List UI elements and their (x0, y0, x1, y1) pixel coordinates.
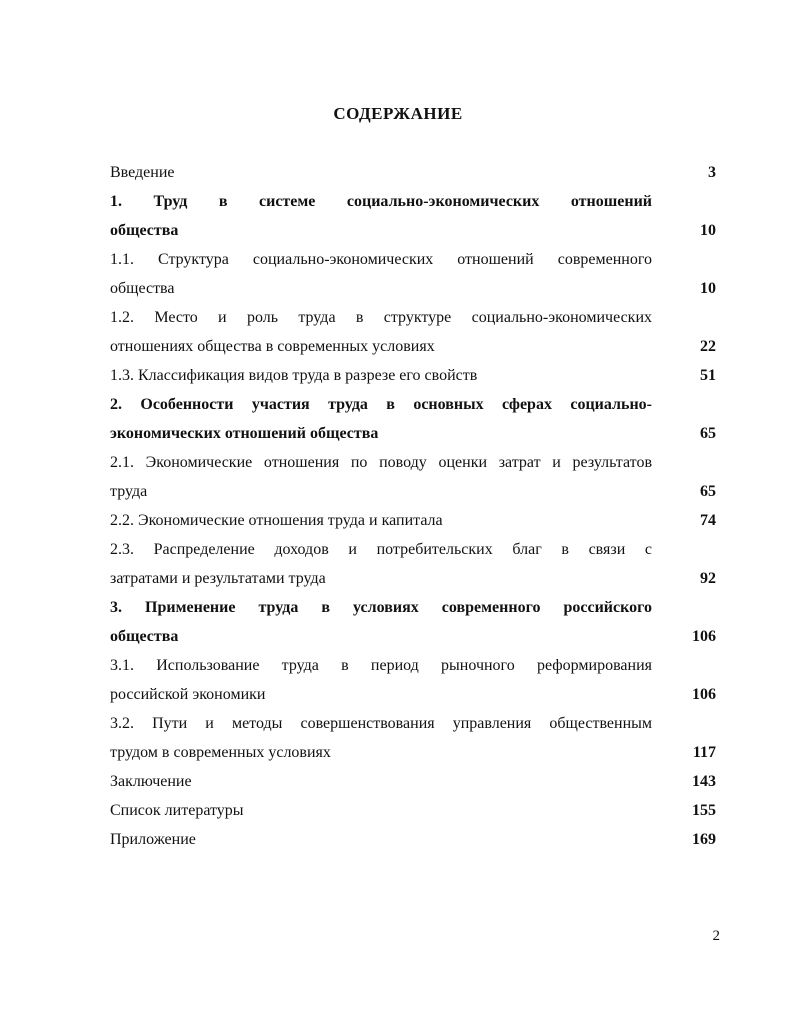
toc-entry-line (110, 738, 716, 767)
toc-entry-page: 143 (692, 773, 716, 790)
toc-entry-text: 1.3. Классификация видов труда в разрезе его свойств (110, 367, 478, 384)
toc-entry-line (110, 535, 716, 564)
toc-entry-line (110, 506, 716, 535)
toc-entry (110, 245, 716, 303)
toc-entry-line (110, 593, 716, 622)
toc-entry-line (110, 680, 716, 709)
toc-entry (110, 825, 716, 854)
toc-entry-text: 1.2. Место и роль труда в структуре социально-экономических (110, 309, 652, 326)
toc-entry-line (110, 564, 716, 593)
toc-entry-line (110, 477, 716, 506)
toc-entry (110, 361, 716, 390)
toc-entry-page: 10 (700, 222, 716, 239)
toc-entry-line (110, 767, 716, 796)
toc-entry (110, 767, 716, 796)
toc-entry-text: отношениях общества в современных условиях (110, 338, 435, 355)
toc-entry (110, 390, 716, 448)
toc-entry-line (110, 187, 716, 216)
toc-entry-page: 65 (700, 425, 716, 442)
toc-entry-page: 51 (700, 367, 716, 384)
table-of-contents (110, 158, 716, 854)
toc-entry (110, 651, 716, 709)
toc-entry-line (110, 622, 716, 651)
toc-entry-page: 169 (692, 831, 716, 848)
toc-entry-page: 10 (700, 280, 716, 297)
toc-entry-page: 65 (700, 483, 716, 500)
toc-entry-page: 74 (700, 512, 716, 529)
toc-entry (110, 187, 716, 245)
toc-entry-text: 3.1. Использование труда в период рыночного реформирования (110, 657, 652, 674)
toc-entry-page: 106 (692, 628, 716, 645)
toc-entry-text: 3. Применение труда в условиях современного российского (110, 599, 652, 616)
toc-entry-text: общества (110, 222, 179, 239)
toc-entry-page: 92 (700, 570, 716, 587)
toc-entry-text: 2.3. Распределение доходов и потребительских благ в связи с (110, 541, 652, 558)
toc-entry-page: 3 (708, 164, 716, 181)
toc-entry-line (110, 448, 716, 477)
toc-entry-line (110, 390, 716, 419)
toc-entry-line (110, 796, 716, 825)
toc-entry-text: 2. Особенности участия труда в основных сферах социально- (110, 396, 652, 413)
toc-entry-text: общества (110, 628, 179, 645)
toc-entry-line (110, 709, 716, 738)
toc-entry-line (110, 245, 716, 274)
toc-entry (110, 535, 716, 593)
toc-entry-line (110, 216, 716, 245)
toc-entry-line (110, 274, 716, 303)
toc-entry-text: 2.2. Экономические отношения труда и капитала (110, 512, 443, 529)
toc-entry (110, 709, 716, 767)
toc-entry-line (110, 419, 716, 448)
toc-entry (110, 448, 716, 506)
toc-entry-text: Заключение (110, 773, 192, 790)
toc-entry-line (110, 303, 716, 332)
toc-entry (110, 303, 716, 361)
toc-entry-text: экономических отношений общества (110, 425, 379, 442)
toc-entry-page: 155 (692, 802, 716, 819)
toc-entry-text: трудом в современных условиях (110, 744, 331, 761)
toc-entry-text: 1.1. Структура социально-экономических отношений современного (110, 251, 652, 268)
toc-entry-text: 1. Труд в системе социально-экономических отношений (110, 193, 652, 210)
toc-entry-line (110, 651, 716, 680)
toc-entry-text: затратами и результатами труда (110, 570, 326, 587)
toc-entry (110, 506, 716, 535)
toc-entry-text: Введение (110, 164, 175, 181)
toc-entry-text: Список литературы (110, 802, 244, 819)
page-number: 2 (712, 928, 720, 944)
toc-entry-text: Приложение (110, 831, 196, 848)
toc-entry (110, 593, 716, 651)
toc-entry-line (110, 332, 716, 361)
toc-entry-text: 3.2. Пути и методы совершенствования управления общественным (110, 715, 652, 732)
toc-entry-text: 2.1. Экономические отношения по поводу оценки затрат и результатов (110, 454, 652, 471)
toc-entry (110, 796, 716, 825)
toc-entry-line (110, 361, 716, 390)
toc-entry-page: 117 (692, 744, 716, 761)
toc-entry-text: российской экономики (110, 686, 266, 703)
toc-entry-line (110, 825, 716, 854)
toc-entry-page: 106 (692, 686, 716, 703)
toc-entry (110, 158, 716, 187)
toc-entry-text: труда (110, 483, 148, 500)
page-title: СОДЕРЖАНИЕ (333, 104, 463, 123)
toc-entry-text: общества (110, 280, 175, 297)
toc-entry-line (110, 158, 716, 187)
toc-entry-page: 22 (700, 338, 716, 355)
